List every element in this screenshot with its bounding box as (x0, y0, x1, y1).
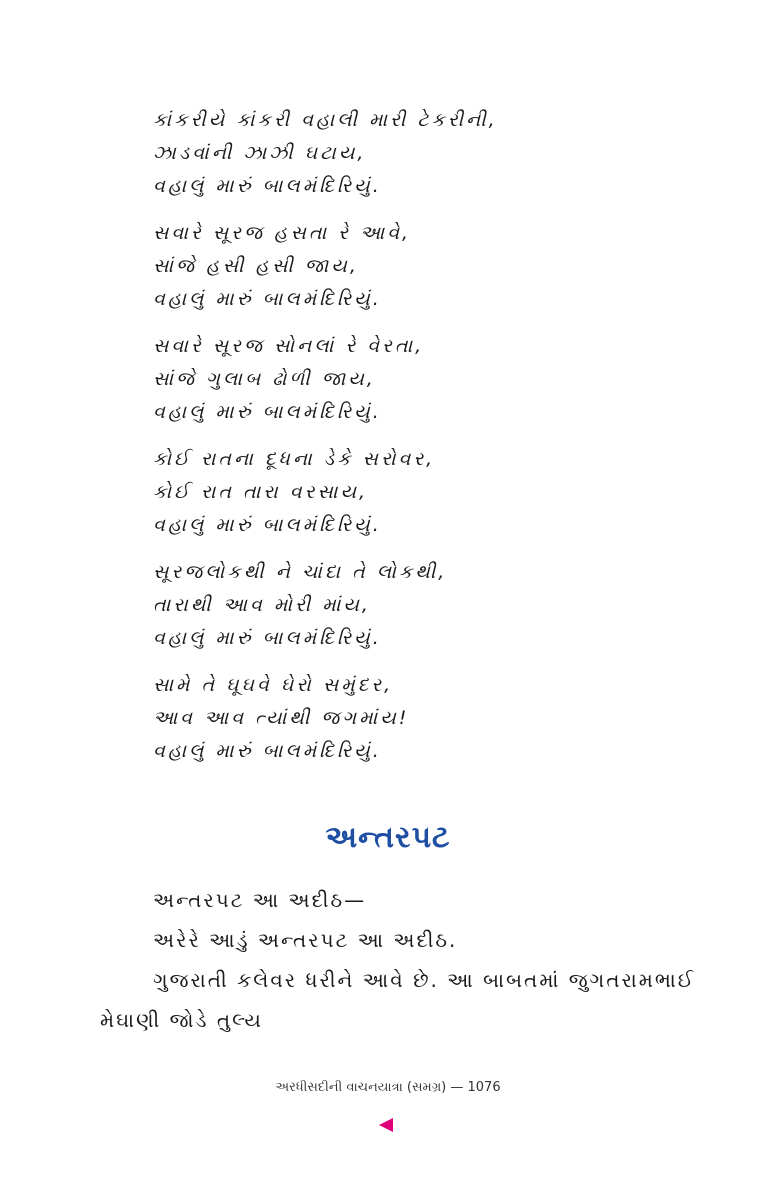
poem-refrain: વહાલું મારું બાલમંદિરિયું. (153, 627, 382, 649)
poem (153, 104, 593, 782)
poem-line: સાંજે ગુલાબ ઢોળી જાય, (153, 368, 376, 390)
poem-line: સવારે સૂરજ સોનલાં રે વેરતા, (153, 335, 425, 357)
poem-line: તારાથી આવ મોરી માંય, (153, 594, 371, 616)
section-heading: અન્તરપટ (325, 820, 451, 855)
poem-stanza (153, 330, 593, 429)
body-line: ગુજરાતી કલેવર ધરીને આવે છે. આ બાબતમાં જુગતરામભાઈ (153, 968, 696, 992)
poem-refrain: વહાલું મારું બાલમંદિરિયું. (153, 401, 382, 423)
page-footer: અરધીસદીની વાચનયાત્રા (સમગ્ર) — 1076 (275, 1080, 501, 1095)
poem-refrain: વહાલું મારું બાલમંદિરિયું. (153, 288, 382, 310)
poem-stanza (153, 217, 593, 316)
poem-line: સવારે સૂરજ હસતા રે આવે, (153, 222, 412, 244)
poem-stanza (153, 556, 593, 655)
poem-stanza (153, 104, 593, 203)
body-line: મેઘાણી જોડે તુલ્ય (100, 1008, 263, 1032)
poem-line: કાંકરીયે કાંકરી વહાલી મારી ટેકરીની, (153, 109, 498, 131)
poem-line: સૂરજલોકથી ને ચાંદા તે લોકથી, (153, 561, 448, 583)
poem-refrain: વહાલું મારું બાલમંદિરિયું. (153, 175, 382, 197)
poem-line: સાંજે હસી હસી જાય, (153, 255, 359, 277)
prev-page-arrow-icon[interactable] (379, 1118, 393, 1132)
body-line: અરેરે આડું અન્તરપટ આ અદીઠ. (153, 928, 458, 952)
poem-line: આવ આવ ત્યાંથી જગમાંય! (153, 707, 410, 729)
body-line: અન્તરપટ આ અદીઠ— (153, 888, 367, 912)
poem-stanza (153, 669, 593, 768)
poem-refrain: વહાલું મારું બાલમંદિરિયું. (153, 740, 382, 762)
poem-line: ઝાડવાંની ઝાઝી ઘટાય, (153, 142, 367, 164)
section-body (100, 880, 700, 1040)
poem-line: સામે તે ઘૂઘવે ઘેરો સમુંદર, (153, 674, 394, 696)
poem-stanza (153, 443, 593, 542)
poem-refrain: વહાલું મારું બાલમંદિરિયું. (153, 514, 382, 536)
poem-line: કોઈ રાતના દૂધના ડેકે સરોવર, (153, 448, 436, 470)
poem-line: કોઈ રાત તારા વરસાય, (153, 481, 369, 503)
